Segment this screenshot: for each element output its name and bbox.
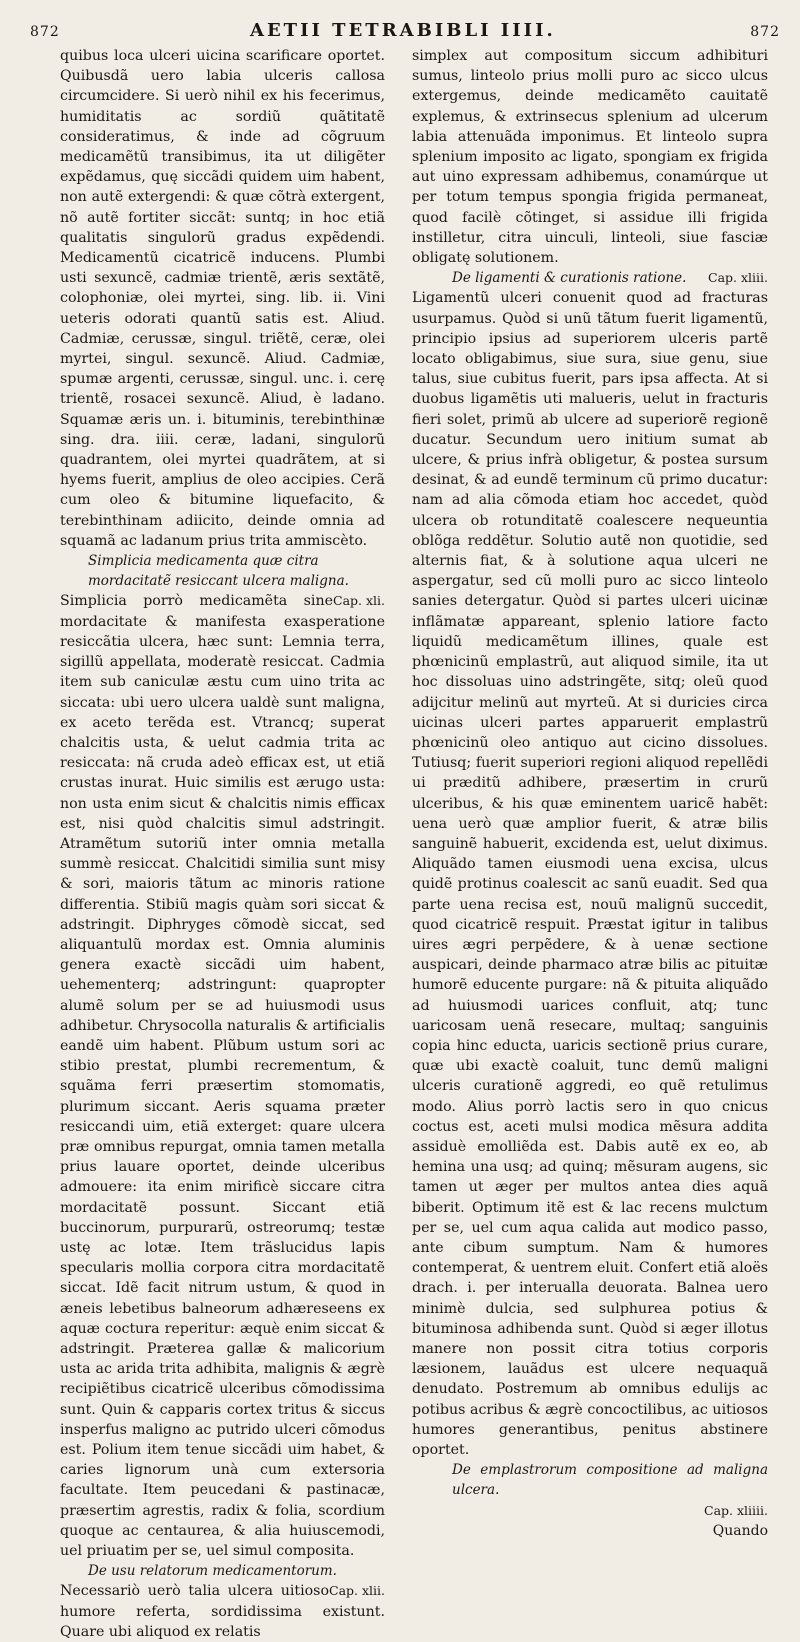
left-column	[60, 46, 385, 1642]
paragraph: Simplicia porrò medicamẽta sine mordacitate & manifesta exasperatione resiccãtia ulcera, hæc sunt: Lemnia terra, sigillũ appellata, moderatè resiccat. Cadmia item sub caniculæ æstu cum uino trita ac siccata: ubi uero ulcera ualdè sunt maligna, ex aceto terẽda est. Vtrancq; superat chalcitis usta, & uelut cadmia trita ac resiccata: nã cruda adeò efficax est, ut etiã crustas inurat. Huic similis est ærugo usta: non usta enim sicut & chalcitis nimis efficax est, nisi quòd chalcitis simul adstringit. Atramẽtum sutoriũ inter omnia metalla summè resiccat. Chalcitidi similia sunt misy & sori, maioris tãtum ac minoris ratione differentia. Stibiũ magis quàm sori siccat & adstringit. Diphryges cõmodè siccat, sed aliquantulũ mordax est. Omnia aluminis genera exactè siccãdi uim habent, uehementerq; adstringunt: quapropter alumẽ solum per se ad huiusmodi usus adhibetur. Chrysocolla naturalis & artificialis eandẽ uim habent. Plũbum ustum sori ac stibio prestat, plumbi recrementum, & squãma ferri præsertim stomomatis, plurimum siccant. Aeris squama præter resiccandi uim, etiã exterget: quare ulcera præ omnibus repurgat, omnia tamen metalla prius lauare oportet, deinde ulceribus admouere: ita enim mirificè siccare citra mordacitatẽ possunt. Siccant etiã buccinorum, purpurarũ, ostreorumq; testæ ustę ac lotæ. Item trãslucidus lapis specularis mollia corpora citra mordacitatẽ siccat. Idẽ facit nitrum ustum, & quod in æneis lebetibus balneorum adhæreseens ex aquæ coctura reperitur: æquè enim siccat & adstringit. Præterea gallæ & malicorium usta ac arida trita adhibita, malignis & ægrè recipiẽtibus cicatricẽ ulceribus cõmodissima sunt. Quin & capparis cortex tritus & siccus insperfus maligno ac putrido ulceri cõmodus est. Polium item tenue siccãdi uim habet, & caries lignorum unà cum extersoria facultate. Item peucedani & pastinacæ, præsertim agrestis, radix & folia, scordium quoque ac centaurea, & alia huiuscemodi, uel priuatim per se, uel simul composita.	[60, 593, 385, 1560]
page-number-right: 872	[750, 24, 780, 40]
paragraph: simplex aut compositum siccum adhibituri sumus, linteolo prius molli puro ac sicco ulcus extergemus, deinde medicamẽto cauitatẽ explemus, & extrinsecus splenium ad ulcerum labia attenuãda imponimus. Et linteolo supra splenium imposito ac ligato, spongiam ex frigida aut uino expressam adhibemus, conamúrque ut per totum tempus spongia frigida permaneat, quod facilè cõtinget, si assidue illi frigida instilletur, citra uinculi, linteoli, siue fasciæ obligatę solutionem.	[412, 48, 768, 267]
chapter-heading-text: De usu relatorum medicamentorum.	[88, 1563, 337, 1580]
chapter-number: Cap. xlii.	[329, 1583, 385, 1599]
chapter-number: Cap. xli.	[333, 593, 385, 609]
chapter-heading	[412, 268, 768, 288]
paragraph: quibus loca ulceri uicina scarificare oportet. Quibusdã uero labia ulceris callosa circumcidere. Si uerò nihil ex his fecerimus, humiditatis ac sordiũ quãtitatẽ consideratimus, & inde ad cõgruum medicamẽtũ transibimus, ita ut diligẽter expẽdamus, quę siccãdi quidem uim habent, non autẽ extergendi: & quæ cõtrà extergent, nõ autẽ fortiter siccãt: suntq; in hoc etiã qualitatis singulorũ gradus expẽdendi. Medicamentũ cicatricẽ inducens. Plumbi usti sexuncẽ, cadmiæ trientẽ, æris sextãtẽ, colophoniæ, olei myrtei, sing. lib. ii. Vini ueteris odorati quantũ satis est. Aliud. Cadmiæ, cerussæ, singul. triẽtẽ, ceræ, olei myrtei, singul. sexuncẽ. Aliud. Cadmiæ, spumæ argenti, cerussæ, singul. unc. i. cerę trientẽ, rosacei sexuncẽ. Aliud, è ladano. Squamæ æris un. i. bituminis, terebinthinæ sing. dra. iiii. ceræ, ladani, singulorũ quadrantem, olei myrtei quadrãtem, at si hyems fuerit, amplius de oleo accipies. Cerã cum oleo & bitumine liquefacito, & terebinthinam adiicito, deinde omnia ad squamã ac ladanum prius trita ammiscèto.	[60, 48, 385, 549]
catchword: Quando	[712, 1522, 768, 1539]
chapter-heading	[60, 551, 385, 609]
running-title: AETII TETRABIBLI IIII.	[250, 20, 556, 41]
chapter-number: Cap. xliiii.	[704, 1502, 768, 1518]
chapter-heading-text: De ligamenti & curationis ratione.	[452, 270, 687, 287]
chapter-number: Cap. xliii.	[708, 270, 768, 286]
paragraph: Necessariò uerò talia ulcera uitioso humore referta, sordidissima existunt. Quare ubi aliquod ex relatis	[60, 1583, 385, 1640]
page-number-left: 872	[30, 24, 60, 40]
paragraph: Ligamentũ ulceri conuenit quod ad fracturas usurpamus. Quòd si unũ tãtum fuerit ligamentũ, principio ipsius ad superiorem ulceris partẽ locato obligabimus, siue sura, siue genu, siue talus, siue cubitus fuerit, pars ipsa affecta. At si duobus ligamẽtis uti malueris, uelut in fracturis fieri solet, primũ ab ulcere ad superiorẽ regionẽ ducatur. Secundum uero initium sumat ab ulcere, & prius infrà obligetur, & postea sursum desinat, & ad eundẽ terminum cũ primo ducatur: nam ad alia cõmoda etiam hoc accedet, quòd ulcera ob rotunditatẽ coalescere nequeuntia oblõga reddẽtur. Solutio autẽ non quotidie, sed alternis fiat, & à solutione aqua ulceri ne aspergatur, sed cũ molli puro ac sicco linteolo sanies detergatur. Quòd si partes ulceri uicinæ inflãmatæ appareant, splenio latiore facto liquidũ medicamẽtum illines, quale est phœnicinũ emplastrũ, aut aliquod simile, ita ut hoc dissoluas uino adstringẽte, sitq; oleũ quod adijcitur melinũ aut myrteũ. At si duricies circa uicinas ulceri partes apparuerit emplastrũ phœnicinũ oleo antiquo aut cicino dissolues. Tutiusq; fuerit superiori regioni aliquod repellẽdi ui præditũ adhibere, præsertim in crurũ ulceribus, & his quæ eminentem uaricẽ habẽt: uena uerò quæ amplior fuerit, & atræ bilis sanguinẽ habuerit, excidenda est, uelut diximus. Aliquãdo tamen eiusmodi uena excisa, ulcus quidẽ protinus coalescit ac sanũ euadit. Sed qua parte uena recisa est, nouũ malignũ succedit, quod cicatricẽ respuit. Præstat igitur in talibus uires ægri perpẽdere, & à uenæ sectione auspicari, deinde pharmaco atræ bilis ac pituitæ humorẽ educente purgare: nã & pituita aliquãdo ad huiusmodi uarices confluit, atq; tunc uaricosam uenã resecare, multaq; sanguinis copia hinc educta, uaricis sectionẽ prius curare, quæ ubi exactè coaluit, tunc demũ maligni ulceris curationẽ aggredi, eo quẽ retulimus modo. Alius porrò lactis sero in quo cnicus coctus est, aceti mulsi modica mẽsura addita assiduè emolliẽda est. Dabis autẽ ex eo, ab hemina una usq; ad quinq; mẽsuram augens, sic tamen ut æger per multos antea dies aquã biberit. Optimum itẽ est & lac recens mulctum per se, uel cum aqua calida aut modico passo, ante cibum sumptum. Nam & humores contemperat, & uentrem eluit. Confert etiã aloës drach. i. per interualla deuorata. Balnea uero minimè dulcia, sed sulphurea potius & bituminosa adhibenda sunt. Quòd si æger illotus manere non possit citra totius corporis læsionem, lauãdus est ulcere nequaquã denudato. Postremum ab omnibus edulijs ac potibus acribus & ægrè concoctilibus, ac uitiosos humores generantibus, penitus abstinere oportet.	[412, 290, 768, 1459]
chapter-heading-text: Simplicia medicamenta quæ citra mordacitatẽ resiccant ulcera maligna.	[88, 553, 349, 590]
chapter-heading	[60, 1561, 385, 1599]
chapter-heading	[412, 1460, 768, 1500]
right-column	[412, 46, 768, 1541]
chapter-heading-text: De emplastrorum compositione ad maligna ulcera.	[452, 1462, 768, 1499]
